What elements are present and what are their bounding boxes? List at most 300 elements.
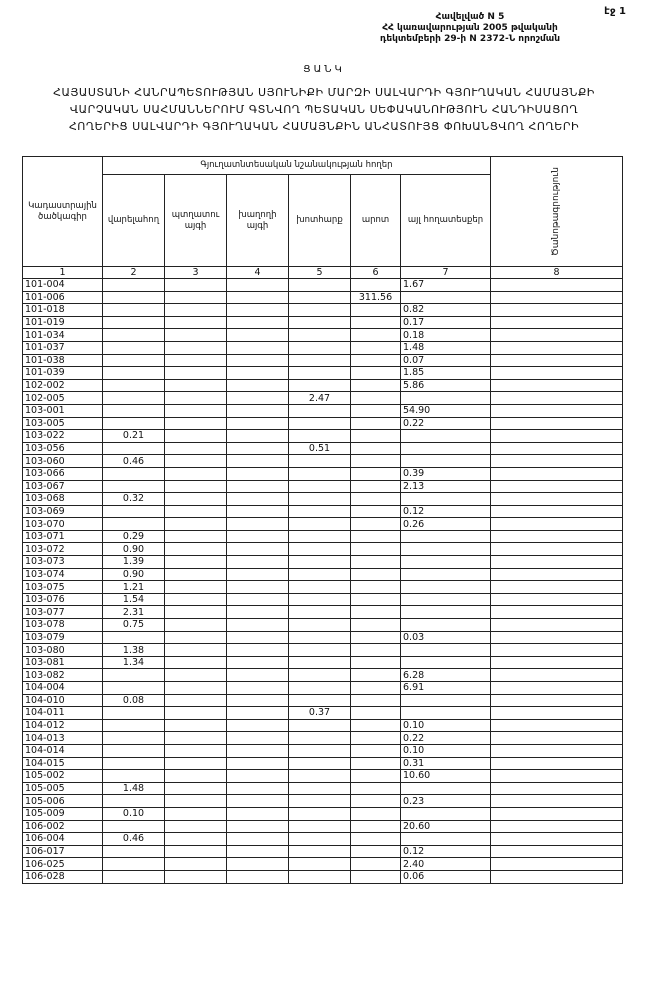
arable-cell [103,480,165,493]
cadastral-code-cell: 104-014 [23,744,103,757]
vineyard-cell [227,467,289,480]
table-row [23,644,623,657]
cadastral-code-cell: 106-002 [23,820,103,833]
notes-cell [491,279,623,292]
orchard-cell [165,707,227,720]
hayfield-cell [289,833,351,846]
cadastral-code-cell: 103-076 [23,593,103,606]
notes-cell [491,316,623,329]
notes-cell [491,858,623,871]
other-land-cell: 2.13 [401,480,491,493]
column-number: 1 [23,267,103,279]
other-land-cell: 0.39 [401,467,491,480]
table-row [23,619,623,632]
hayfield-cell [289,870,351,883]
other-land-cell: 0.06 [401,870,491,883]
hayfield-cell [289,467,351,480]
table-row [23,493,623,506]
vineyard-cell [227,329,289,342]
cadastral-code-cell: 101-037 [23,341,103,354]
vineyard-cell [227,858,289,871]
pasture-cell [351,417,401,430]
cadastral-code-cell: 103-068 [23,493,103,506]
other-land-cell: 0.18 [401,329,491,342]
other-land-cell [401,694,491,707]
table-body [23,279,623,884]
arable-cell: 1.54 [103,593,165,606]
hayfield-cell [289,631,351,644]
table-row [23,694,623,707]
arable-cell [103,682,165,695]
hayfield-cell [289,279,351,292]
vineyard-cell [227,644,289,657]
table-row [23,795,623,808]
other-land-cell: 6.91 [401,682,491,695]
pasture-cell [351,757,401,770]
arable-cell: 1.21 [103,581,165,594]
table-row [23,581,623,594]
arable-cell [103,367,165,380]
notes-cell [491,354,623,367]
cadastral-code-cell: 101-006 [23,291,103,304]
group-header-agricultural: Գյուղատնտեսական նշանակության հողեր [103,157,491,175]
pasture-cell [351,505,401,518]
hayfield-cell [289,341,351,354]
arable-cell [103,845,165,858]
vineyard-cell [227,316,289,329]
vineyard-cell [227,631,289,644]
notes-cell [491,291,623,304]
other-land-cell [401,581,491,594]
cadastral-code-cell: 106-017 [23,845,103,858]
pasture-cell [351,568,401,581]
other-land-cell: 1.67 [401,279,491,292]
table-row [23,530,623,543]
table-row [23,304,623,317]
cadastral-code-cell: 104-013 [23,732,103,745]
table-row [23,858,623,871]
orchard-cell [165,669,227,682]
vineyard-cell [227,430,289,443]
orchard-cell [165,530,227,543]
hayfield-cell [289,455,351,468]
pasture-cell: 311.56 [351,291,401,304]
arable-cell [103,744,165,757]
hayfield-cell [289,782,351,795]
notes-cell [491,556,623,569]
cadastral-code-cell: 103-069 [23,505,103,518]
vineyard-cell [227,782,289,795]
table-row [23,518,623,531]
table-row [23,845,623,858]
hayfield-cell [289,417,351,430]
notes-cell [491,505,623,518]
vineyard-cell [227,279,289,292]
arable-cell [103,392,165,405]
cadastral-code-cell: 103-075 [23,581,103,594]
vineyard-cell [227,530,289,543]
cadastral-code-cell: 103-066 [23,467,103,480]
hayfield-cell [289,430,351,443]
vineyard-cell [227,442,289,455]
arable-cell [103,291,165,304]
pasture-cell [351,354,401,367]
other-land-cell: 54.90 [401,404,491,417]
arable-cell [103,795,165,808]
cadastral-code-cell: 103-070 [23,518,103,531]
pasture-cell [351,581,401,594]
cadastral-code-cell: 106-028 [23,870,103,883]
other-land-cell [401,606,491,619]
cadastral-code-cell: 103-022 [23,430,103,443]
notes-cell [491,581,623,594]
orchard-cell [165,845,227,858]
arable-cell: 1.34 [103,656,165,669]
notes-cell [491,329,623,342]
cadastral-code-cell: 103-082 [23,669,103,682]
notes-cell [491,669,623,682]
cadastral-code-cell: 104-011 [23,707,103,720]
vineyard-cell [227,757,289,770]
other-land-cell [401,833,491,846]
orchard-cell [165,732,227,745]
pasture-cell [351,442,401,455]
pasture-cell [351,543,401,556]
other-land-cell: 0.07 [401,354,491,367]
notes-cell [491,619,623,632]
notes-cell [491,757,623,770]
arable-cell [103,707,165,720]
table-row [23,669,623,682]
vineyard-cell [227,656,289,669]
vineyard-cell [227,732,289,745]
cadastral-code-cell: 101-019 [23,316,103,329]
vineyard-cell [227,845,289,858]
arable-cell: 0.21 [103,430,165,443]
pasture-cell [351,644,401,657]
pasture-cell [351,669,401,682]
cadastral-code-cell: 103-078 [23,619,103,632]
vineyard-cell [227,367,289,380]
cadastral-code-cell: 103-071 [23,530,103,543]
other-land-cell: 0.31 [401,757,491,770]
hayfield-cell [289,807,351,820]
vineyard-cell [227,379,289,392]
orchard-cell [165,593,227,606]
orchard-cell [165,430,227,443]
vineyard-cell [227,820,289,833]
arable-cell [103,279,165,292]
orchard-cell [165,291,227,304]
table-row [23,820,623,833]
pasture-cell [351,833,401,846]
hayfield-cell [289,757,351,770]
arable-cell [103,304,165,317]
title-line: ՀՈՂԵՐԻՑ ՍԱԼՎԱՐԴԻ ԳՅՈՒՂԱԿԱՆ ՀԱՄԱՅՆՔԻՆ ԱՆՀԱՏՈՒՅՑ ՓՈԽԱՆՑՎՈՂ ՀՈՂԵՐԻ [68,120,580,133]
arable-cell: 0.10 [103,807,165,820]
other-land-cell: 0.10 [401,719,491,732]
orchard-cell [165,694,227,707]
notes-cell [491,682,623,695]
pasture-cell [351,279,401,292]
pasture-cell [351,870,401,883]
table-row [23,392,623,405]
vineyard-cell [227,619,289,632]
table-row [23,807,623,820]
hayfield-cell [289,505,351,518]
vineyard-cell [227,770,289,783]
hayfield-cell [289,732,351,745]
pasture-cell [351,593,401,606]
orchard-cell [165,417,227,430]
vineyard-cell [227,568,289,581]
notes-cell [491,568,623,581]
cadastral-code-cell: 102-005 [23,392,103,405]
orchard-cell [165,782,227,795]
arable-cell [103,770,165,783]
cadastral-code-cell: 105-005 [23,782,103,795]
vineyard-cell [227,291,289,304]
table-row [23,833,623,846]
arable-cell [103,820,165,833]
hayfield-cell [289,682,351,695]
other-land-cell: 20.60 [401,820,491,833]
other-land-cell [401,707,491,720]
pasture-cell [351,807,401,820]
vineyard-cell [227,304,289,317]
arable-cell [103,316,165,329]
cadastral-code-cell: 103-056 [23,442,103,455]
table-row [23,442,623,455]
orchard-cell [165,656,227,669]
orchard-cell [165,719,227,732]
pasture-cell [351,480,401,493]
table-row [23,316,623,329]
orchard-cell [165,329,227,342]
cadastral-code-cell: 103-079 [23,631,103,644]
orchard-cell [165,442,227,455]
hayfield-cell [289,480,351,493]
other-land-cell: 0.22 [401,417,491,430]
notes-cell [491,543,623,556]
arable-cell [103,631,165,644]
cadastral-code-cell: 103-077 [23,606,103,619]
hayfield-cell [289,354,351,367]
arable-cell: 0.46 [103,455,165,468]
hayfield-cell [289,556,351,569]
cadastral-code-cell: 103-073 [23,556,103,569]
orchard-cell [165,757,227,770]
orchard-cell [165,795,227,808]
other-land-cell [401,644,491,657]
header-note-line: Հավելված N 5 [435,12,505,22]
vineyard-cell [227,682,289,695]
hayfield-cell [289,593,351,606]
arable-cell [103,669,165,682]
cadastral-code-cell: 101-034 [23,329,103,342]
notes-cell [491,656,623,669]
other-land-cell: 0.26 [401,518,491,531]
vineyard-cell [227,543,289,556]
notes-cell [491,455,623,468]
hayfield-cell [289,530,351,543]
pasture-cell [351,719,401,732]
hayfield-cell: 0.51 [289,442,351,455]
pasture-cell [351,518,401,531]
notes-cell [491,467,623,480]
arable-cell [103,404,165,417]
cadastral-code-cell: 103-001 [23,404,103,417]
pasture-cell [351,341,401,354]
other-land-cell [401,543,491,556]
cadastral-code-cell: 103-072 [23,543,103,556]
table-row [23,770,623,783]
vineyard-cell [227,707,289,720]
orchard-cell [165,480,227,493]
pasture-cell [351,694,401,707]
orchard-cell [165,858,227,871]
vineyard-cell [227,354,289,367]
notes-cell [491,782,623,795]
pasture-cell [351,782,401,795]
column-number: 5 [289,267,351,279]
cadastral-code-cell: 103-080 [23,644,103,657]
column-header-hayfield: խոտհարք [289,175,351,267]
table-row [23,732,623,745]
orchard-cell [165,304,227,317]
hayfield-cell [289,845,351,858]
orchard-cell [165,682,227,695]
other-land-cell: 0.03 [401,631,491,644]
cadastral-code-cell: 105-002 [23,770,103,783]
column-header-notes [491,157,623,267]
other-land-cell: 0.82 [401,304,491,317]
arable-cell: 1.48 [103,782,165,795]
table-row [23,417,623,430]
column-number: 8 [491,267,623,279]
header-note-line: ՀՀ կառավարության 2005 թվականի [382,23,558,33]
other-land-cell: 0.12 [401,845,491,858]
other-land-cell [401,556,491,569]
hayfield-cell [289,820,351,833]
pasture-cell [351,619,401,632]
table-row [23,379,623,392]
cadastral-code-cell: 103-074 [23,568,103,581]
orchard-cell [165,770,227,783]
hayfield-cell [289,619,351,632]
other-land-cell: 0.23 [401,795,491,808]
table-group-header-row [23,157,623,175]
hayfield-cell [289,606,351,619]
column-header-vineyard: խաղողի այգի [227,175,289,267]
arable-cell: 0.46 [103,833,165,846]
arable-cell [103,858,165,871]
column-header-other: այլ հողատեսքեր [401,175,491,267]
document-title [20,84,628,135]
notes-cell [491,417,623,430]
table-row [23,593,623,606]
cadastral-code-cell: 103-005 [23,417,103,430]
pasture-cell [351,392,401,405]
hayfield-cell [289,770,351,783]
arable-cell [103,757,165,770]
arable-cell: 1.39 [103,556,165,569]
orchard-cell [165,354,227,367]
hayfield-cell [289,719,351,732]
table-row [23,543,623,556]
cadastral-code-cell: 105-006 [23,795,103,808]
other-land-cell [401,782,491,795]
orchard-cell [165,807,227,820]
other-land-cell [401,493,491,506]
cadastral-code-cell: 106-025 [23,858,103,871]
orchard-cell [165,556,227,569]
vineyard-cell [227,392,289,405]
pasture-cell [351,530,401,543]
vineyard-cell [227,744,289,757]
orchard-cell [165,543,227,556]
column-header-orchard: պտղատու այգի [165,175,227,267]
arable-cell [103,732,165,745]
vineyard-cell [227,719,289,732]
pasture-cell [351,707,401,720]
cadastral-code-cell: 103-060 [23,455,103,468]
notes-cell [491,430,623,443]
hayfield-cell [289,304,351,317]
vineyard-cell [227,341,289,354]
table-row [23,870,623,883]
title-line: ՀԱՅԱՍՏԱՆԻ ՀԱՆՐԱՊԵՏՈՒԹՅԱՆ ՍՅՈՒՆԻՔԻ ՄԱՐԶԻ ՍԱԼՎԱՐԴԻ ԳՅՈՒՂԱԿԱՆ ՀԱՄԱՅՆՔԻ [53,86,595,99]
arable-cell: 0.32 [103,493,165,506]
vineyard-cell [227,694,289,707]
other-land-cell [401,593,491,606]
cadastral-code-cell: 106-004 [23,833,103,846]
orchard-cell [165,581,227,594]
table-row [23,455,623,468]
table-row [23,744,623,757]
column-number: 2 [103,267,165,279]
table-row [23,430,623,443]
vineyard-cell [227,795,289,808]
cadastral-code-cell: 105-009 [23,807,103,820]
other-land-cell: 0.10 [401,744,491,757]
notes-cell [491,707,623,720]
arable-cell [103,467,165,480]
pasture-cell [351,329,401,342]
orchard-cell [165,392,227,405]
notes-cell [491,480,623,493]
table-row [23,291,623,304]
orchard-cell [165,744,227,757]
other-land-cell [401,291,491,304]
orchard-cell [165,833,227,846]
hayfield-cell [289,669,351,682]
vineyard-cell [227,556,289,569]
other-land-cell: 1.48 [401,341,491,354]
hayfield-cell [289,858,351,871]
pasture-cell [351,744,401,757]
pasture-cell [351,455,401,468]
notes-cell [491,732,623,745]
hayfield-cell [289,644,351,657]
page-number: էջ 1 [604,6,626,17]
vineyard-cell [227,480,289,493]
other-land-cell [401,656,491,669]
pasture-cell [351,858,401,871]
notes-cell [491,795,623,808]
other-land-cell: 0.22 [401,732,491,745]
cadastral-code-cell: 101-039 [23,367,103,380]
